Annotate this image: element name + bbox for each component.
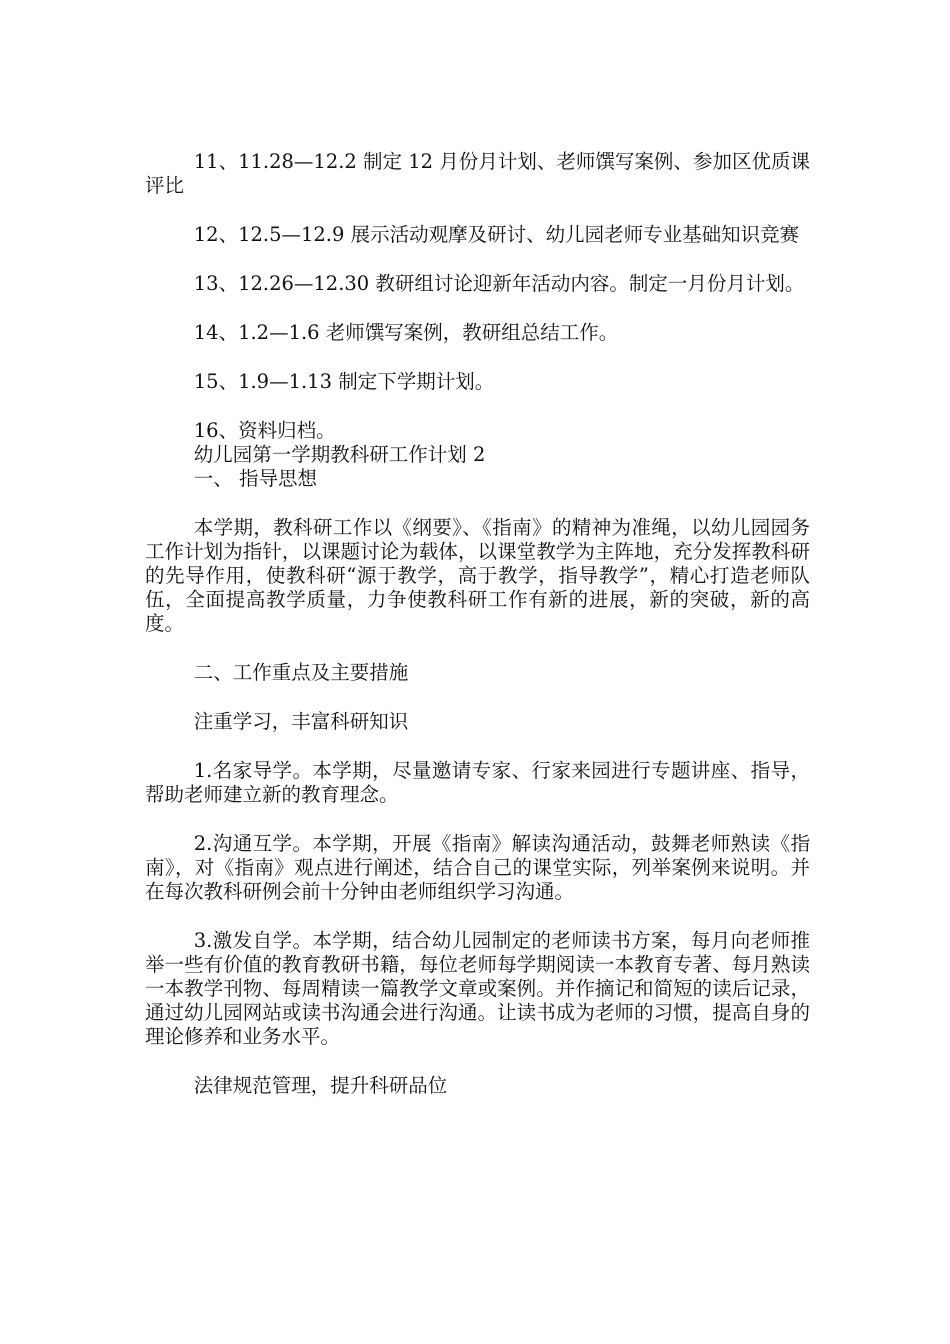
study-point-1: 1.名家导学。本学期，尽量邀请专家、行家来园进行专题讲座、指导，帮助老师建立新的教育理念。 [145, 759, 810, 806]
study-point-2: 2.沟通互学。本学期，开展《指南》解读沟通活动，鼓舞老师熟读《指南》，对《指南》观点进行阐述，结合自己的课堂实际，列举案例来说明。并在每次教科研例会前十分钟由老师组织学习沟通。 [145, 832, 810, 903]
guiding-paragraph: 本学期，教科研工作以《纲要》、《指南》的精神为准绳，以幼儿园园务工作计划为指针，以课题讨论为载体，以课堂教学为主阵地，充分发挥教科研的先导作用，使教科研“源于教学，高于教学，指导教学”，精心打造老师队伍，全面提高教学质量，力争使教科研工作有新的进展，新的突破，新的高度。 [145, 516, 810, 635]
document-body [145, 150, 810, 1098]
section-heading-guiding: 一、 指导思想 [193, 467, 317, 490]
schedule-item-16: 16、资料归档。 [193, 419, 336, 442]
subheading-study: 注重学习，丰富科研知识 [193, 710, 409, 733]
schedule-item-12: 12、12.5—12.9 展示活动观摩及研讨、幼儿园老师专业基础知识竞赛 [193, 223, 800, 246]
schedule-item-15: 15、1.9—1.13 制定下学期计划。 [193, 370, 495, 393]
schedule-item-14: 14、1.2—1.6 老师馔写案例，教研组总结工作。 [193, 321, 619, 344]
subheading-management: 法律规范管理，提升科研品位 [193, 1074, 448, 1097]
schedule-item-13: 13、12.26—12.30 教研组讨论迎新年活动内容。制定一月份月计划。 [193, 272, 805, 295]
study-point-3: 3.激发自学。本学期，结合幼儿园制定的老师读书方案，每月向老师推举一些有价值的教育教研书籍，每位老师每学期阅读一本教育专著、每月熟读一本教学刊物、每周精读一篇教学文章或案例。并作摘记和简短的读后记录，通过幼儿园网站或读书沟通会进行沟通。让读书成为老师的习惯，提高自身的理论修养和业务水平。 [145, 929, 810, 1048]
plan-title: 幼儿园第一学期教科研工作计划 2 [193, 443, 486, 466]
schedule-item-11: 11、11.28—12.2 制定 12 月份月计划、老师馔写案例、参加区优质课评比 [145, 150, 810, 197]
section-heading-focus: 二、工作重点及主要措施 [193, 661, 409, 684]
